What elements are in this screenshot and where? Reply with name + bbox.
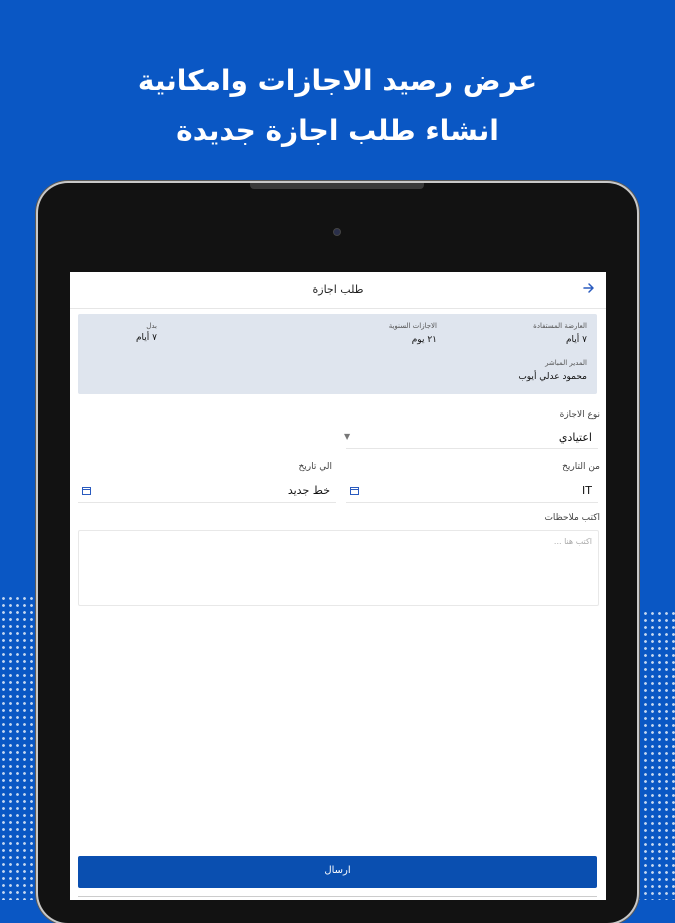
tablet-notch [250, 183, 424, 189]
manager-value: محمود عدلي أيوب [518, 372, 587, 382]
leave-type-select[interactable] [346, 426, 598, 449]
used-leave-label: العارضة المستفادة [533, 322, 587, 330]
headline-line-1: عرض رصيد الاجازات وامكانية [137, 64, 538, 97]
notes-label: اكتب ملاحظات [544, 513, 600, 523]
app-screen [70, 272, 606, 900]
to-date-input[interactable] [78, 480, 336, 503]
used-leave-value: ٧ أيام [565, 335, 587, 345]
notes-placeholder: اكتب هنا ... [553, 537, 592, 546]
annual-leave-value: ٢١ يوم [411, 335, 437, 345]
to-date-value: خط جديد [287, 484, 330, 497]
from-date-input[interactable] [346, 480, 598, 503]
leave-balance-summary [78, 314, 597, 394]
leave-type-label: نوع الاجازة [559, 410, 600, 420]
notes-textarea[interactable] [78, 530, 599, 606]
decorative-dots-right [635, 610, 675, 900]
headline-line-2: انشاء طلب اجازة جديدة [176, 114, 499, 147]
page-title: طلب اجازة [312, 283, 364, 296]
divider [78, 896, 597, 897]
to-date-label: الي تاريخ [298, 462, 332, 472]
app-bar [70, 272, 606, 309]
arrow-right-icon[interactable] [582, 281, 596, 295]
submit-button-label: ارسال [324, 865, 351, 876]
from-date-label: من التاريخ [562, 462, 600, 472]
remaining-leave-value: ٧ أيام [135, 333, 157, 343]
camera-icon [333, 228, 341, 236]
from-date-value: IT [582, 484, 592, 497]
leave-type-value: اعتيادي [558, 431, 592, 444]
submit-button[interactable] [78, 856, 597, 888]
annual-leave-label: الاجازات السنوية [388, 322, 437, 330]
manager-label: المدير المباشر [545, 359, 587, 367]
remaining-leave-label: بدل [146, 322, 157, 330]
calendar-icon [350, 486, 359, 495]
calendar-icon [82, 486, 91, 495]
chevron-down-icon: ▼ [344, 432, 351, 441]
